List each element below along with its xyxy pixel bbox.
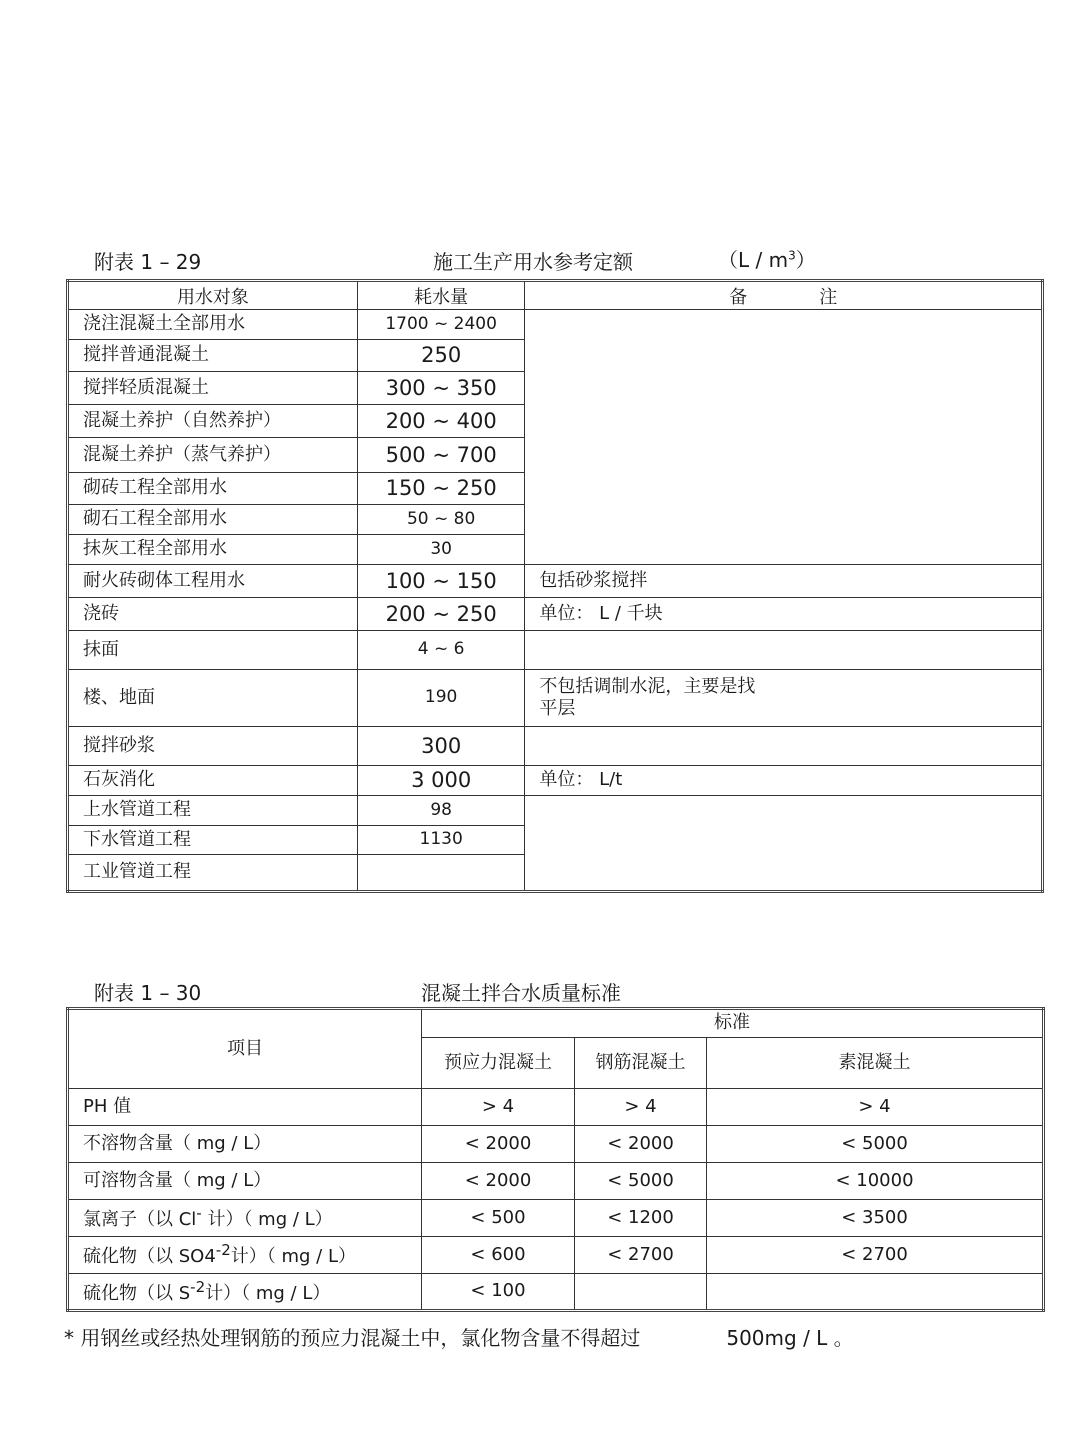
cell-amount bbox=[357, 855, 525, 892]
cell-object: 抹面 bbox=[68, 631, 358, 670]
cell-item-pre: 氯离子（以 Cl bbox=[83, 1209, 197, 1231]
cell-amount: 200 ~ 400 bbox=[357, 405, 525, 438]
table-row bbox=[68, 1237, 1044, 1274]
cell-amount: 300 bbox=[357, 727, 525, 766]
cell-item-post: 计）（ mg / L） bbox=[201, 1209, 333, 1231]
cell-object: 浇注混凝土全部用水 bbox=[68, 310, 358, 340]
table1-unit-text: （L / m bbox=[718, 248, 789, 272]
table1-label: 附表 1 – 29 bbox=[94, 250, 202, 274]
cell-item bbox=[68, 1274, 422, 1311]
cell-prestressed: < 100 bbox=[422, 1274, 575, 1311]
cell-prestressed: < 2000 bbox=[422, 1126, 575, 1163]
cell-amount: 190 bbox=[357, 670, 525, 727]
cell-amount: 300 ~ 350 bbox=[357, 372, 525, 405]
cell-plain bbox=[707, 1274, 1044, 1311]
water-usage-table bbox=[66, 279, 1044, 893]
cell-amount: 1130 bbox=[357, 826, 525, 855]
table-row bbox=[68, 1126, 1044, 1163]
cell-plain: < 10000 bbox=[707, 1163, 1044, 1200]
table1-header-row bbox=[68, 281, 1043, 310]
header-remark-a: 备 bbox=[729, 286, 748, 308]
cell-amount: 1700 ~ 2400 bbox=[357, 310, 525, 340]
header-remark-b: 注 bbox=[819, 286, 838, 308]
cell-item-sup: -2 bbox=[215, 1241, 231, 1260]
cell-reinforced: < 2700 bbox=[575, 1237, 707, 1274]
cell-object: 搅拌砂浆 bbox=[68, 727, 358, 766]
cell-object: 上水管道工程 bbox=[68, 796, 358, 826]
cell-reinforced: > 4 bbox=[575, 1089, 707, 1126]
cell-object: 混凝土养护（自然养护） bbox=[68, 405, 358, 438]
cell-item: PH 值 bbox=[68, 1089, 422, 1126]
cell-reinforced: < 2000 bbox=[575, 1126, 707, 1163]
cell-item: 可溶物含量（ mg / L） bbox=[68, 1163, 422, 1200]
cell-object: 搅拌普通混凝土 bbox=[68, 340, 358, 372]
cell-item-sup: - bbox=[196, 1204, 202, 1223]
header-object: 用水对象 bbox=[68, 281, 358, 310]
header-item: 项目 bbox=[68, 1009, 422, 1089]
table1-unit bbox=[718, 244, 816, 273]
table-row bbox=[68, 670, 1043, 727]
table-row bbox=[68, 310, 1043, 340]
cell-object: 抹灰工程全部用水 bbox=[68, 535, 358, 565]
header-amount: 耗水量 bbox=[357, 281, 525, 310]
cell-object: 下水管道工程 bbox=[68, 826, 358, 855]
footnote bbox=[64, 1322, 854, 1351]
cell-item-pre: 硫化物（以 SO4 bbox=[83, 1246, 216, 1268]
table-row bbox=[68, 631, 1043, 670]
cell-item bbox=[68, 1200, 422, 1237]
cell-amount: 250 bbox=[357, 340, 525, 372]
cell-prestressed: < 500 bbox=[422, 1200, 575, 1237]
table-row bbox=[68, 1163, 1044, 1200]
cell-amount: 50 ~ 80 bbox=[357, 505, 525, 535]
cell-object: 搅拌轻质混凝土 bbox=[68, 372, 358, 405]
cell-amount: 200 ~ 250 bbox=[357, 598, 525, 631]
table1-title: 施工生产用水参考定额 bbox=[433, 250, 633, 274]
table1-unit-close: ） bbox=[795, 248, 816, 272]
water-quality-table bbox=[66, 1007, 1045, 1312]
cell-reinforced bbox=[575, 1274, 707, 1311]
cell-amount: 3 000 bbox=[357, 766, 525, 796]
cell-amount: 500 ~ 700 bbox=[357, 438, 525, 473]
table2-header-row bbox=[68, 1009, 1044, 1038]
cell-plain: < 5000 bbox=[707, 1126, 1044, 1163]
cell-plain: < 2700 bbox=[707, 1237, 1044, 1274]
cell-amount: 150 ~ 250 bbox=[357, 473, 525, 505]
cell-prestressed: < 600 bbox=[422, 1237, 575, 1274]
cell-item-post: 计）（ mg / L） bbox=[230, 1246, 356, 1268]
cell-item-sup: -2 bbox=[190, 1277, 206, 1296]
table-row bbox=[68, 766, 1043, 796]
cell-prestressed: < 2000 bbox=[422, 1163, 575, 1200]
footnote-star: * bbox=[64, 1326, 74, 1350]
table2-label: 附表 1 – 30 bbox=[94, 981, 202, 1005]
cell-remark-line1: 不包括调制水泥，主要是找 bbox=[539, 675, 756, 697]
cell-object: 耐火砖砌体工程用水 bbox=[68, 565, 358, 598]
cell-object: 砌砖工程全部用水 bbox=[68, 473, 358, 505]
footnote-value: 500mg / L 。 bbox=[726, 1326, 854, 1350]
cell-remark-line2: 平层 bbox=[539, 698, 576, 719]
cell-remark: 包括砂浆搅拌 bbox=[525, 565, 1043, 598]
table-row bbox=[68, 598, 1043, 631]
table2-title: 混凝土拌合水质量标准 bbox=[421, 981, 621, 1005]
cell-item-pre: 硫化物（以 S bbox=[83, 1282, 191, 1304]
table-row bbox=[68, 1200, 1044, 1237]
cell-reinforced: < 5000 bbox=[575, 1163, 707, 1200]
cell-remark-empty bbox=[525, 796, 1043, 892]
cell-object: 工业管道工程 bbox=[68, 855, 358, 892]
cell-remark: 单位： L / 千块 bbox=[525, 598, 1043, 631]
cell-object: 混凝土养护（蒸气养护） bbox=[68, 438, 358, 473]
header-plain: 素混凝土 bbox=[707, 1038, 1044, 1089]
cell-remark: 单位： L/t bbox=[525, 766, 1043, 796]
header-remark bbox=[525, 281, 1043, 310]
cell-plain: > 4 bbox=[707, 1089, 1044, 1126]
table-row bbox=[68, 796, 1043, 826]
footnote-text: 用钢丝或经热处理钢筋的预应力混凝土中，氯化物含量不得超过 bbox=[80, 1326, 641, 1350]
cell-amount: 4 ~ 6 bbox=[357, 631, 525, 670]
cell-plain: < 3500 bbox=[707, 1200, 1044, 1237]
cell-item-post: 计）（ mg / L） bbox=[205, 1282, 331, 1304]
cell-object: 石灰消化 bbox=[68, 766, 358, 796]
cell-remark-empty bbox=[525, 727, 1043, 766]
table-row bbox=[68, 565, 1043, 598]
cell-reinforced: < 1200 bbox=[575, 1200, 707, 1237]
cell-object: 浇砖 bbox=[68, 598, 358, 631]
cell-remark-empty bbox=[525, 310, 1043, 565]
cell-remark-empty bbox=[525, 631, 1043, 670]
cell-prestressed: > 4 bbox=[422, 1089, 575, 1126]
table-row bbox=[68, 1089, 1044, 1126]
cell-amount: 100 ~ 150 bbox=[357, 565, 525, 598]
table1-unit-sup: 3 bbox=[788, 248, 796, 263]
cell-amount: 98 bbox=[357, 796, 525, 826]
cell-amount: 30 bbox=[357, 535, 525, 565]
table-row bbox=[68, 1274, 1044, 1311]
table-row bbox=[68, 727, 1043, 766]
header-standard: 标准 bbox=[422, 1009, 1044, 1038]
cell-remark bbox=[525, 670, 1043, 727]
header-reinforced: 钢筋混凝土 bbox=[575, 1038, 707, 1089]
cell-item: 不溶物含量（ mg / L） bbox=[68, 1126, 422, 1163]
cell-object: 砌石工程全部用水 bbox=[68, 505, 358, 535]
cell-object: 楼、地面 bbox=[68, 670, 358, 727]
header-prestressed: 预应力混凝土 bbox=[422, 1038, 575, 1089]
cell-item bbox=[68, 1237, 422, 1274]
